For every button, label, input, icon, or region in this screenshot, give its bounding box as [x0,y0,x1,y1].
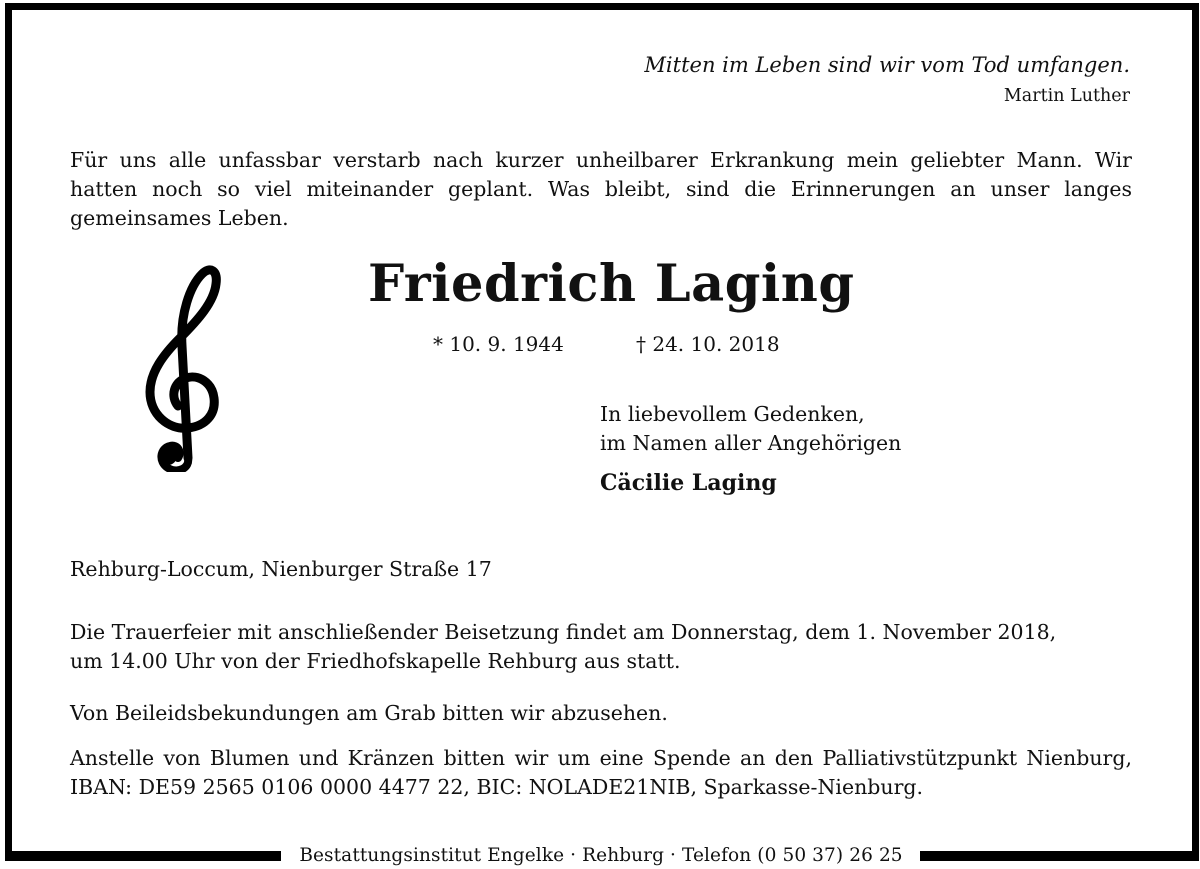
intro-line: Für uns alle unfassbar verstarb nach kurzer unheilbarer Erkrankung mein geliebter Mann. [70,148,1083,172]
intro-paragraph [70,146,1132,233]
birth-date: * 10. 9. 1944 [433,332,564,356]
footer-rule-left [5,851,281,861]
footer-undertaker: Bestattungsinstitut Engelke · Rehburg · Telefon (0 50 37) 26 25 [299,845,903,866]
memory-line: In liebevollem Gedenken, [600,402,865,426]
quote-author: Martin Luther [1003,86,1130,106]
deceased-name: Friedrich Laging [368,254,855,314]
intro-line: Wir hatten noch so viel miteinander geplant. Was bleibt, sind die Erinnerungen an unser [70,148,1132,201]
donation-paragraph [70,744,1132,802]
memory-line: im Namen aller Angehörigen [600,431,902,455]
donation-line: Nienburg, IBAN: DE59 2565 0106 0000 4477 22, BIC: NOLADE21NIB, Sparkasse-Nienburg. [70,746,1132,799]
death-date: † 24. 10. 2018 [636,332,780,356]
quote-text: Mitten im Leben sind wir vom Tod umfangen. [644,53,1130,77]
intro-line: langes gemeinsames Leben. [70,177,1132,230]
ceremony-line: Die Trauerfeier mit anschließender Beisetzung findet am Donnerstag, dem 1. November 2018, [70,620,1057,644]
footer-rule-right [920,851,1199,861]
address: Rehburg-Loccum, Nienburger Straße 17 [70,557,492,581]
signer-name: Cäcilie Laging [600,470,777,496]
donation-line: Anstelle von Blumen und Kränzen bitten wir um eine Spende an den Palliativstützpunkt [70,746,1018,770]
condolence-note: Von Beileidsbekundungen am Grab bitten wir abzusehen. [70,701,668,725]
treble-clef-icon [140,262,228,472]
ceremony-paragraph [70,618,1135,676]
memorial-lines [600,400,901,458]
ceremony-line: um 14.00 Uhr von der Friedhofskapelle Rehburg aus statt. [70,649,681,673]
